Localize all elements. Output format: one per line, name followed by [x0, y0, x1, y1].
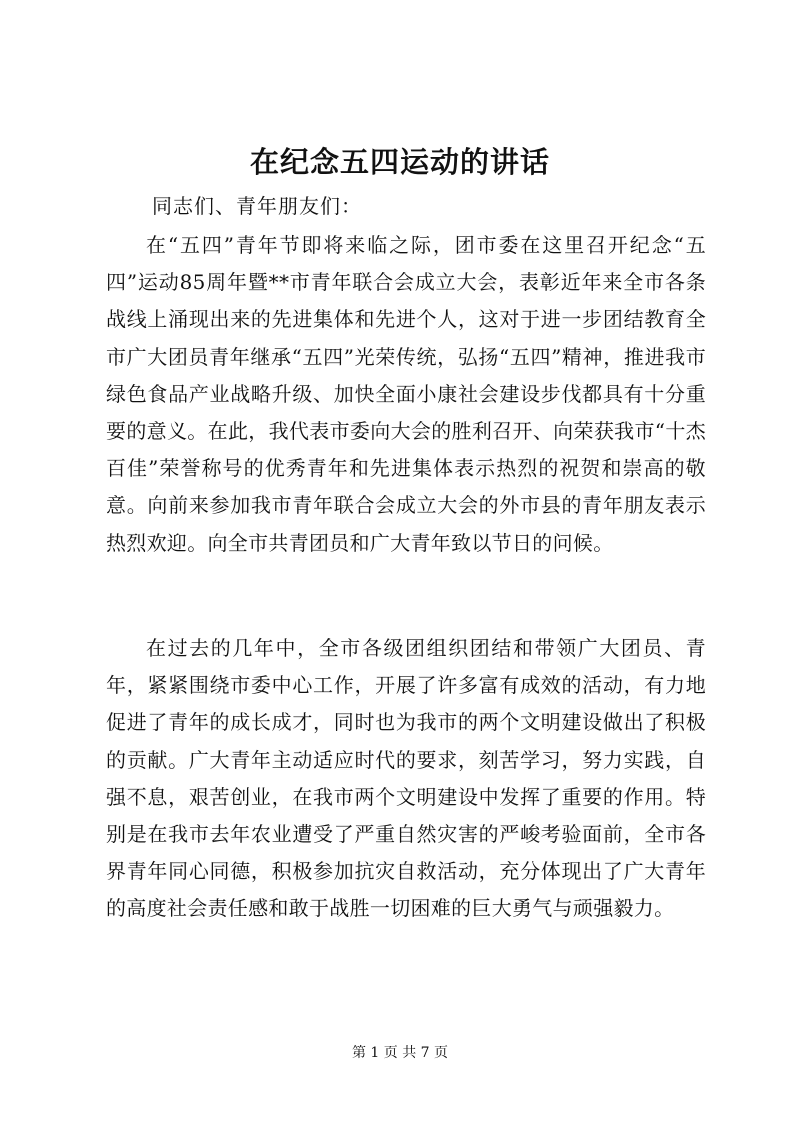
body-paragraph-2: 在过去的几年中，全市各级团组织团结和带领广大团员、青年，紧紧围绕市委中心工作，开展了许多富有成效的活动，有力地促进了青年的成长成才，同时也为我市的两个文明建设做出了积极的贡献。广大青年主动适应时代的要求，刻苦学习，努力实践，自强不息，艰苦创业，在我市两个文明建设中发挥了重要的作用。特别是在我市去年农业遭受了严重自然灾害的严峻考验面前，全市各界青年同心同德，积极参加抗灾自救活动，充分体现出了广大青年的高度社会责任感和敢于战胜一切困难的巨大勇气与顽强毅力。 [106, 636, 706, 921]
page-number-footer: 第 1 页 共 7 页 [351, 1045, 449, 1061]
page-title: 在纪念五四运动的讲话 [249, 145, 550, 179]
greeting-line: 同志们、青年朋友们： [152, 194, 362, 218]
body-paragraph-1: 在“五四”青年节即将来临之际，团市委在这里召开纪念“五四”运动85周年暨**市青年联合会成立大会，表彰近年来全市各条战线上涌现出来的先进集体和先进个人，这对于进一步团结教育全市广大团员青年继承“五四”光荣传统，弘扬“五四”精神，推进我市绿色食品产业战略升级、加快全面小康社会建设步伐都具有十分重要的意义。在此，我代表市委向大会的胜利召开、向荣获我市“十杰百佳”荣誉称号的优秀青年和先进集体表示热烈的祝贺和崇高的敬意。向前来参加我市青年联合会成立大会的外市县的青年朋友表示热烈欢迎。向全市共青团员和广大青年致以节日的问候。 [106, 233, 706, 555]
